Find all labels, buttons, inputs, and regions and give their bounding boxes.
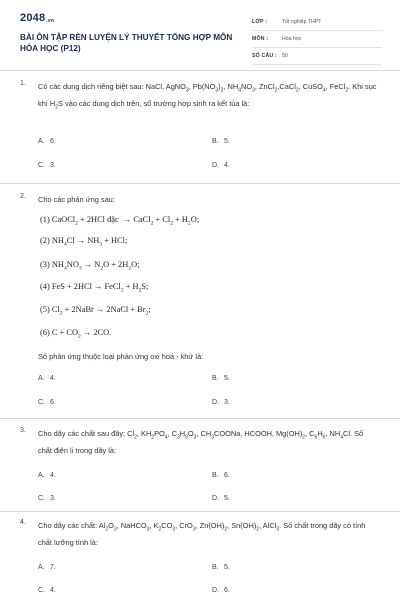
reaction-5: (5) $Cl_2$ + 2NaBr → 2NaCl + $Br_2$; bbox=[40, 305, 151, 317]
question-text: Có các dung dịch riêng biệt sau: NaCl, AgNO$_3$, $Pb(NO_3)_2$, $NH_4NO_3$, ZnCl$_2$,CaCl$_2$, CuSO$_4$, FeCl$_2$. Khi sục khí $H_2S$ vào các dung dịch trên, số trường hợp sinh ra kết tủa là: bbox=[38, 82, 377, 111]
question-3 bbox=[20, 427, 382, 512]
reaction-6: (6) $C + CO_2 \to 2CO$. bbox=[40, 328, 112, 340]
option-d[interactable]: D. 3. bbox=[212, 399, 230, 406]
reaction-3: (3) $NH_4NO_3 \to N_2O + 2H_2O$; bbox=[40, 260, 140, 272]
meta-value: Tốt nghiệp THPT bbox=[282, 19, 322, 25]
question-text: Cho dãy các chất sau đây: $Cl_2$, $KH_2PO_4$, $C_3H_8O_3$, $CH_3COONa$, HCOOH, $Mg(OH)_2$, $C_6H_6$, $NH_4Cl$. Số chất điện li trong dãy là: bbox=[38, 429, 364, 456]
meta-key: MÔN : bbox=[252, 36, 269, 42]
option-c[interactable]: C. 3. bbox=[38, 162, 56, 169]
option-d[interactable]: D. 5. bbox=[212, 495, 230, 502]
divider bbox=[0, 511, 400, 512]
question-number: 4. bbox=[20, 519, 26, 526]
divider bbox=[0, 418, 400, 419]
option-c[interactable]: C. 3. bbox=[38, 495, 56, 502]
reaction-1: (1) CaOCl$_2$ + 2HCl đặc → CaCl$_2$ + $Cl_2 + H_2O$; bbox=[40, 215, 200, 227]
question-text: Số phản ứng thuộc loại phản ứng oxi hoá - khử là: bbox=[38, 352, 204, 361]
question-4 bbox=[20, 519, 382, 599]
meta-value: 50 bbox=[282, 53, 288, 59]
document-title: BÀI ÔN TẬP RÈN LUYỆN LÝ THUYẾT TỔNG HỢP MÔN HÓA HỌC (P12) bbox=[20, 33, 233, 53]
option-c[interactable]: C. 6. bbox=[38, 399, 56, 406]
question-2-answers bbox=[20, 350, 382, 410]
reaction-2: (2) $NH_4Cl \to NH_3$ + HCl; bbox=[40, 236, 128, 248]
option-b[interactable]: B. 6. bbox=[212, 472, 230, 479]
meta-key: LỚP : bbox=[252, 19, 268, 25]
meta-panel bbox=[252, 17, 382, 68]
option-d[interactable]: D. 6. bbox=[212, 587, 230, 594]
question-number: 1. bbox=[20, 80, 26, 87]
option-a[interactable]: A. 6. bbox=[38, 138, 56, 145]
option-c[interactable]: C. 4. bbox=[38, 587, 56, 594]
option-b[interactable]: B. 5. bbox=[212, 375, 230, 382]
question-number: 3. bbox=[20, 427, 26, 434]
option-b[interactable]: B. 5. bbox=[212, 138, 230, 145]
document-header bbox=[20, 12, 382, 70]
question-number: 2. bbox=[20, 193, 26, 200]
meta-row-class bbox=[252, 17, 382, 31]
meta-row-subject bbox=[252, 34, 382, 48]
meta-value: Hóa học bbox=[282, 36, 302, 42]
question-1 bbox=[20, 80, 382, 180]
logo[interactable]: $2048_{.vn}$ bbox=[20, 12, 55, 24]
question-text: Cho dãy các chất: $Al_2O_3$, NaHCO$_3$, $K_2CO_3$, CrO$_3$, $Zn(OH)_2$, $Sn(OH)_2$, AlCl$_3$. Số chất trong dãy có tính chất lưỡng tính là: bbox=[38, 521, 366, 548]
option-a[interactable]: A. 4. bbox=[38, 375, 56, 382]
reaction-4: (4) FeS + 2HCl → FeCl$_2$ + $H_2S$; bbox=[40, 282, 149, 294]
meta-row-count bbox=[252, 51, 382, 65]
option-a[interactable]: A. 4. bbox=[38, 472, 56, 479]
meta-key: SỐ CÂU : bbox=[252, 53, 277, 59]
option-b[interactable]: B. 5. bbox=[212, 564, 230, 571]
divider bbox=[0, 183, 400, 184]
option-d[interactable]: D. 4. bbox=[212, 162, 230, 169]
option-a[interactable]: A. 7. bbox=[38, 564, 56, 571]
divider bbox=[0, 70, 400, 71]
question-intro: Cho các phản ứng sau: bbox=[38, 195, 115, 204]
